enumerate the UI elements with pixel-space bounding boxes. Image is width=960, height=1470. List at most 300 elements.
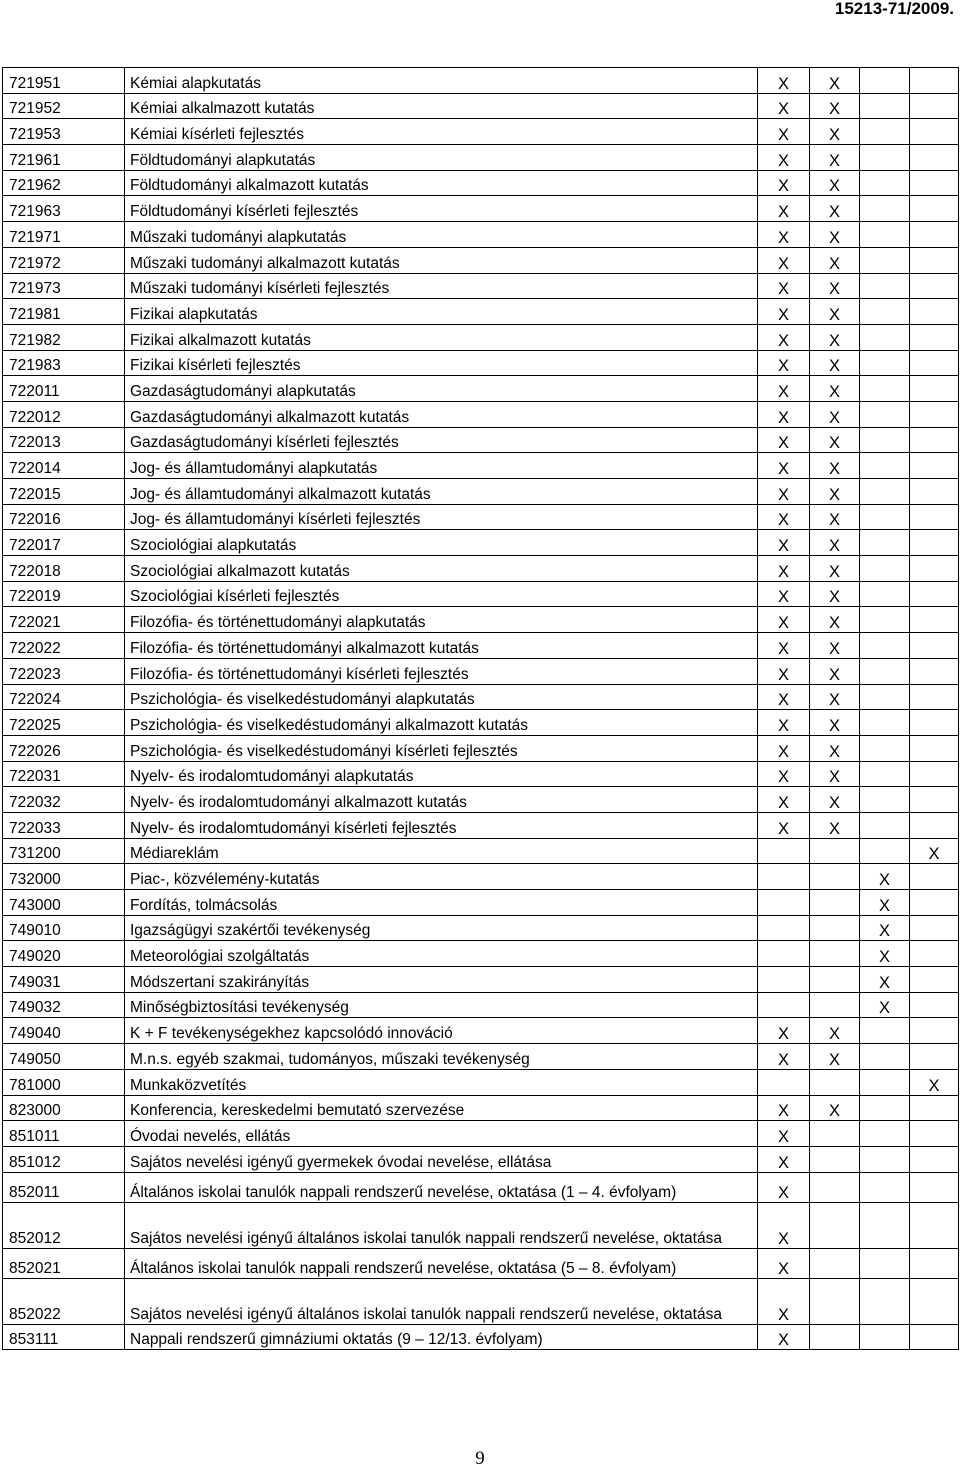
mark-col-4	[910, 119, 959, 145]
mark-col-1: X	[758, 299, 810, 325]
activity-code: 722012	[3, 401, 125, 427]
activity-code: 749010	[3, 915, 125, 941]
mark-col-4: X	[910, 1069, 959, 1095]
mark-col-3	[860, 504, 910, 530]
activity-description: Konferencia, kereskedelmi bemutató szervezése	[125, 1095, 758, 1121]
activity-description: Jog- és államtudományi kísérleti fejlesztés	[125, 504, 758, 530]
activity-description: Sajátos nevelési igényű általános iskolai tanulók nappali rendszerű nevelése, oktatása	[125, 1278, 758, 1324]
mark-col-3: X	[860, 915, 910, 941]
mark-col-2	[810, 1121, 860, 1147]
activity-code: 749031	[3, 967, 125, 993]
activity-description: Kémiai alkalmazott kutatás	[125, 93, 758, 119]
mark-col-3	[860, 581, 910, 607]
mark-col-1: X	[758, 427, 810, 453]
mark-col-4	[910, 556, 959, 582]
mark-col-1: X	[758, 1044, 810, 1070]
mark-col-2: X	[810, 684, 860, 710]
mark-col-3	[860, 1044, 910, 1070]
activity-code: 722016	[3, 504, 125, 530]
activity-code: 722031	[3, 761, 125, 787]
mark-col-4	[910, 1202, 959, 1248]
table-row	[3, 530, 959, 556]
mark-col-4	[910, 787, 959, 813]
table-row	[3, 761, 959, 787]
table-row	[3, 1248, 959, 1278]
mark-col-2: X	[810, 607, 860, 633]
mark-col-4	[910, 581, 959, 607]
activity-code: 749020	[3, 941, 125, 967]
mark-col-1	[758, 838, 810, 864]
mark-col-4	[910, 93, 959, 119]
mark-col-4	[910, 1172, 959, 1202]
mark-col-1: X	[758, 1324, 810, 1350]
mark-col-3	[860, 530, 910, 556]
mark-col-3	[860, 761, 910, 787]
mark-col-4	[910, 453, 959, 479]
activity-description: Műszaki tudományi kísérleti fejlesztés	[125, 273, 758, 299]
table-row	[3, 68, 959, 94]
document-id: 15213-71/2009.	[834, 0, 954, 18]
mark-col-2: X	[810, 299, 860, 325]
mark-col-4	[910, 273, 959, 299]
mark-col-3	[860, 324, 910, 350]
activity-code: 853111	[3, 1324, 125, 1350]
activity-code: 721952	[3, 93, 125, 119]
mark-col-4	[910, 890, 959, 916]
activity-code: 722019	[3, 581, 125, 607]
mark-col-1: X	[758, 787, 810, 813]
mark-col-1: X	[758, 812, 810, 838]
mark-col-2: X	[810, 196, 860, 222]
activity-description: Módszertani szakirányítás	[125, 967, 758, 993]
mark-col-3	[860, 1018, 910, 1044]
activity-code: 722022	[3, 633, 125, 659]
table-row	[3, 890, 959, 916]
mark-col-2: X	[810, 735, 860, 761]
mark-col-4	[910, 812, 959, 838]
mark-col-1: X	[758, 324, 810, 350]
mark-col-2: X	[810, 1095, 860, 1121]
mark-col-3	[860, 838, 910, 864]
mark-col-1: X	[758, 684, 810, 710]
mark-col-1	[758, 915, 810, 941]
mark-col-2: X	[810, 710, 860, 736]
table-row	[3, 376, 959, 402]
mark-col-1: X	[758, 453, 810, 479]
mark-col-4	[910, 915, 959, 941]
activity-description: Szociológiai kísérleti fejlesztés	[125, 581, 758, 607]
table-body	[3, 68, 959, 1350]
activity-code: 721981	[3, 299, 125, 325]
mark-col-1: X	[758, 170, 810, 196]
mark-col-2: X	[810, 581, 860, 607]
mark-col-1	[758, 1069, 810, 1095]
mark-col-3	[860, 1172, 910, 1202]
table-row	[3, 196, 959, 222]
mark-col-3	[860, 247, 910, 273]
activity-table	[2, 67, 959, 1350]
activity-description: Gazdaságtudományi kísérleti fejlesztés	[125, 427, 758, 453]
mark-col-4	[910, 222, 959, 248]
mark-col-3	[860, 119, 910, 145]
mark-col-4	[910, 504, 959, 530]
mark-col-2	[810, 1069, 860, 1095]
activity-description: Fizikai kísérleti fejlesztés	[125, 350, 758, 376]
activity-description: Jog- és államtudományi alapkutatás	[125, 453, 758, 479]
activity-description: Kémiai alapkutatás	[125, 68, 758, 94]
mark-col-1	[758, 967, 810, 993]
activity-description: Földtudományi kísérleti fejlesztés	[125, 196, 758, 222]
mark-col-4	[910, 247, 959, 273]
mark-col-2	[810, 1202, 860, 1248]
table-row	[3, 1095, 959, 1121]
mark-col-2	[810, 967, 860, 993]
mark-col-3	[860, 222, 910, 248]
table-row	[3, 93, 959, 119]
table-row	[3, 170, 959, 196]
mark-col-1: X	[758, 1121, 810, 1147]
activity-code: 722011	[3, 376, 125, 402]
mark-col-4	[910, 145, 959, 171]
mark-col-3	[860, 453, 910, 479]
table-row	[3, 222, 959, 248]
activity-code: 721962	[3, 170, 125, 196]
activity-code: 852011	[3, 1172, 125, 1202]
mark-col-3	[860, 350, 910, 376]
mark-col-4	[910, 427, 959, 453]
mark-col-2: X	[810, 324, 860, 350]
activity-code: 721951	[3, 68, 125, 94]
activity-description: Földtudományi alapkutatás	[125, 145, 758, 171]
table-row	[3, 145, 959, 171]
mark-col-3	[860, 196, 910, 222]
mark-col-2: X	[810, 504, 860, 530]
activity-code: 721953	[3, 119, 125, 145]
mark-col-4	[910, 196, 959, 222]
mark-col-1: X	[758, 68, 810, 94]
mark-col-2	[810, 992, 860, 1018]
mark-col-1: X	[758, 658, 810, 684]
mark-col-3	[860, 68, 910, 94]
table-row	[3, 633, 959, 659]
mark-col-2: X	[810, 222, 860, 248]
activity-description: Gazdaságtudományi alkalmazott kutatás	[125, 401, 758, 427]
table-row	[3, 1044, 959, 1070]
activity-description: Sajátos nevelési igényű általános iskolai tanulók nappali rendszerű nevelése, oktatása	[125, 1202, 758, 1248]
table-row	[3, 324, 959, 350]
mark-col-2	[810, 890, 860, 916]
activity-code: 743000	[3, 890, 125, 916]
mark-col-1: X	[758, 145, 810, 171]
activity-code: 721983	[3, 350, 125, 376]
mark-col-3	[860, 684, 910, 710]
mark-col-1	[758, 941, 810, 967]
mark-col-3	[860, 787, 910, 813]
activity-code: 721963	[3, 196, 125, 222]
mark-col-2	[810, 1172, 860, 1202]
activity-description: Fizikai alapkutatás	[125, 299, 758, 325]
table-row	[3, 1278, 959, 1324]
mark-col-3	[860, 1324, 910, 1350]
mark-col-4	[910, 170, 959, 196]
mark-col-4	[910, 1018, 959, 1044]
mark-col-3	[860, 1069, 910, 1095]
mark-col-1: X	[758, 556, 810, 582]
mark-col-3	[860, 170, 910, 196]
activity-description: Műszaki tudományi alapkutatás	[125, 222, 758, 248]
activity-description: Szociológiai alapkutatás	[125, 530, 758, 556]
table-row	[3, 247, 959, 273]
activity-code: 722015	[3, 479, 125, 505]
mark-col-4	[910, 299, 959, 325]
mark-col-2: X	[810, 427, 860, 453]
mark-col-1: X	[758, 1248, 810, 1278]
mark-col-2	[810, 915, 860, 941]
mark-col-3	[860, 1278, 910, 1324]
mark-col-1: X	[758, 247, 810, 273]
activity-description: K + F tevékenységekhez kapcsolódó innováció	[125, 1018, 758, 1044]
mark-col-3	[860, 812, 910, 838]
mark-col-2: X	[810, 633, 860, 659]
mark-col-3	[860, 735, 910, 761]
mark-col-1: X	[758, 93, 810, 119]
mark-col-1: X	[758, 401, 810, 427]
activity-code: 732000	[3, 864, 125, 890]
mark-col-1: X	[758, 504, 810, 530]
activity-code: 781000	[3, 1069, 125, 1095]
activity-description: Műszaki tudományi alkalmazott kutatás	[125, 247, 758, 273]
mark-col-4	[910, 735, 959, 761]
table-row	[3, 735, 959, 761]
activity-description: Pszichológia- és viselkedéstudományi alapkutatás	[125, 684, 758, 710]
mark-col-1: X	[758, 1202, 810, 1248]
mark-col-2: X	[810, 93, 860, 119]
activity-description: Sajátos nevelési igényű gyermekek óvodai nevelése, ellátása	[125, 1146, 758, 1172]
mark-col-1: X	[758, 1095, 810, 1121]
table-row	[3, 273, 959, 299]
mark-col-3	[860, 1248, 910, 1278]
activity-code: 721973	[3, 273, 125, 299]
activity-code: 851011	[3, 1121, 125, 1147]
mark-col-2: X	[810, 1018, 860, 1044]
mark-col-3	[860, 427, 910, 453]
mark-col-3: X	[860, 941, 910, 967]
activity-description: Minőségbiztosítási tevékenység	[125, 992, 758, 1018]
mark-col-2	[810, 1278, 860, 1324]
mark-col-4	[910, 658, 959, 684]
mark-col-1: X	[758, 376, 810, 402]
mark-col-3	[860, 1146, 910, 1172]
mark-col-2: X	[810, 170, 860, 196]
activity-code: 721982	[3, 324, 125, 350]
mark-col-2: X	[810, 68, 860, 94]
table-row	[3, 967, 959, 993]
activity-description: Filozófia- és történettudományi kísérleti fejlesztés	[125, 658, 758, 684]
table-row	[3, 1146, 959, 1172]
table-row	[3, 658, 959, 684]
mark-col-1: X	[758, 607, 810, 633]
activity-code: 722017	[3, 530, 125, 556]
mark-col-3	[860, 710, 910, 736]
activity-code: 749040	[3, 1018, 125, 1044]
mark-col-1: X	[758, 761, 810, 787]
activity-description: Általános iskolai tanulók nappali rendszerű nevelése, oktatása (5 – 8. évfolyam)	[125, 1248, 758, 1278]
mark-col-4	[910, 1146, 959, 1172]
mark-col-2	[810, 1324, 860, 1350]
table-row	[3, 1202, 959, 1248]
activity-code: 722025	[3, 710, 125, 736]
mark-col-1: X	[758, 1172, 810, 1202]
mark-col-3	[860, 1202, 910, 1248]
activity-description: Munkaközvetítés	[125, 1069, 758, 1095]
mark-col-4	[910, 684, 959, 710]
table-row	[3, 1069, 959, 1095]
mark-col-2: X	[810, 787, 860, 813]
table-row	[3, 479, 959, 505]
activity-description: Jog- és államtudományi alkalmazott kutatás	[125, 479, 758, 505]
mark-col-2: X	[810, 479, 860, 505]
mark-col-4	[910, 992, 959, 1018]
mark-col-4	[910, 864, 959, 890]
mark-col-2: X	[810, 273, 860, 299]
table-row	[3, 787, 959, 813]
activity-description: Nyelv- és irodalomtudományi kísérleti fejlesztés	[125, 812, 758, 838]
mark-col-1: X	[758, 1278, 810, 1324]
mark-col-1: X	[758, 273, 810, 299]
activity-code: 749050	[3, 1044, 125, 1070]
table-row	[3, 684, 959, 710]
mark-col-4	[910, 350, 959, 376]
mark-col-3	[860, 1121, 910, 1147]
activity-description: Médiareklám	[125, 838, 758, 864]
mark-col-3: X	[860, 890, 910, 916]
mark-col-1: X	[758, 530, 810, 556]
mark-col-1	[758, 890, 810, 916]
mark-col-2: X	[810, 376, 860, 402]
mark-col-2	[810, 1248, 860, 1278]
activity-code: 722023	[3, 658, 125, 684]
activity-description: Óvodai nevelés, ellátás	[125, 1121, 758, 1147]
mark-col-3	[860, 273, 910, 299]
table-row	[3, 864, 959, 890]
mark-col-1: X	[758, 633, 810, 659]
table-row	[3, 992, 959, 1018]
mark-col-2: X	[810, 556, 860, 582]
mark-col-1: X	[758, 735, 810, 761]
mark-col-4	[910, 401, 959, 427]
activity-description: Általános iskolai tanulók nappali rendszerű nevelése, oktatása (1 – 4. évfolyam)	[125, 1172, 758, 1202]
mark-col-4	[910, 479, 959, 505]
table-row	[3, 453, 959, 479]
activity-code: 721971	[3, 222, 125, 248]
mark-col-3	[860, 1095, 910, 1121]
mark-col-3	[860, 607, 910, 633]
mark-col-4	[910, 1248, 959, 1278]
activity-description: Filozófia- és történettudományi alapkutatás	[125, 607, 758, 633]
mark-col-4	[910, 1044, 959, 1070]
mark-col-2: X	[810, 401, 860, 427]
activity-description: Fizikai alkalmazott kutatás	[125, 324, 758, 350]
mark-col-1: X	[758, 350, 810, 376]
mark-col-2	[810, 864, 860, 890]
mark-col-1: X	[758, 222, 810, 248]
mark-col-1: X	[758, 710, 810, 736]
activity-code: 722013	[3, 427, 125, 453]
activity-description: Kémiai kísérleti fejlesztés	[125, 119, 758, 145]
mark-col-4	[910, 1095, 959, 1121]
mark-col-4: X	[910, 838, 959, 864]
activity-description: M.n.s. egyéb szakmai, tudományos, műszaki tevékenység	[125, 1044, 758, 1070]
activity-description: Nappali rendszerű gimnáziumi oktatás (9 – 12/13. évfolyam)	[125, 1324, 758, 1350]
activity-code: 823000	[3, 1095, 125, 1121]
activity-code: 852012	[3, 1202, 125, 1248]
mark-col-1: X	[758, 581, 810, 607]
activity-code: 721961	[3, 145, 125, 171]
table-row	[3, 119, 959, 145]
table-row	[3, 401, 959, 427]
mark-col-2: X	[810, 658, 860, 684]
activity-description: Gazdaságtudományi alapkutatás	[125, 376, 758, 402]
activity-code: 721972	[3, 247, 125, 273]
mark-col-1	[758, 864, 810, 890]
mark-col-3	[860, 376, 910, 402]
mark-col-1	[758, 992, 810, 1018]
activity-code: 722021	[3, 607, 125, 633]
table-row	[3, 812, 959, 838]
table-row	[3, 299, 959, 325]
mark-col-4	[910, 376, 959, 402]
activity-description: Meteorológiai szolgáltatás	[125, 941, 758, 967]
table-row	[3, 838, 959, 864]
mark-col-4	[910, 761, 959, 787]
mark-col-4	[910, 1121, 959, 1147]
table-row	[3, 607, 959, 633]
mark-col-1: X	[758, 196, 810, 222]
table-row	[3, 1121, 959, 1147]
activity-code: 722018	[3, 556, 125, 582]
mark-col-2: X	[810, 530, 860, 556]
activity-description: Nyelv- és irodalomtudományi alkalmazott kutatás	[125, 787, 758, 813]
mark-col-2	[810, 941, 860, 967]
mark-col-4	[910, 1324, 959, 1350]
table-row	[3, 1018, 959, 1044]
mark-col-2	[810, 838, 860, 864]
page-number: 9	[475, 1448, 485, 1469]
activity-code: 722033	[3, 812, 125, 838]
activity-code: 749032	[3, 992, 125, 1018]
mark-col-4	[910, 967, 959, 993]
mark-col-3: X	[860, 967, 910, 993]
mark-col-2: X	[810, 761, 860, 787]
mark-col-4	[910, 607, 959, 633]
activity-code: 722026	[3, 735, 125, 761]
mark-col-4	[910, 1278, 959, 1324]
activity-description: Filozófia- és történettudományi alkalmazott kutatás	[125, 633, 758, 659]
mark-col-2: X	[810, 453, 860, 479]
activity-code: 731200	[3, 838, 125, 864]
mark-col-3: X	[860, 992, 910, 1018]
activity-description: Fordítás, tolmácsolás	[125, 890, 758, 916]
activity-description: Szociológiai alkalmazott kutatás	[125, 556, 758, 582]
mark-col-3	[860, 479, 910, 505]
activity-description: Pszichológia- és viselkedéstudományi kísérleti fejlesztés	[125, 735, 758, 761]
mark-col-1: X	[758, 119, 810, 145]
table-row	[3, 504, 959, 530]
activity-code: 851012	[3, 1146, 125, 1172]
activity-description: Piac-, közvélemény-kutatás	[125, 864, 758, 890]
table-row	[3, 710, 959, 736]
mark-col-2: X	[810, 247, 860, 273]
